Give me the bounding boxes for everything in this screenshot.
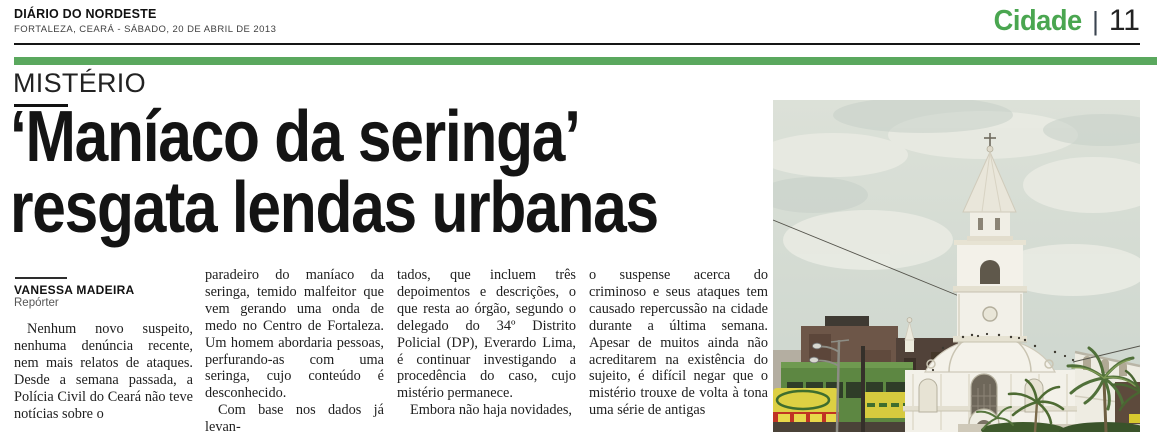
article-kicker: MISTÉRIO — [13, 68, 146, 98]
paragraph: tados, que incluem três depoimentos e descrições, o que resta ao órgão, segundo o delegado do 34º Distrito Policial (DP), Everardo Lima, é continuar investigando a procedência do caso, cujo mistério permanece. — [397, 267, 576, 402]
headline-line-2: resgata lendas urbanas — [10, 168, 658, 248]
byline-role: Repórter — [14, 297, 59, 309]
body-column-3 — [397, 267, 576, 419]
article-headline — [10, 97, 781, 248]
byline-author: VANESSA MADEIRA — [14, 283, 135, 297]
section-label: Cidade — [994, 5, 1083, 37]
utility-pole — [861, 346, 865, 432]
section-header — [988, 4, 1140, 38]
church-photo — [773, 100, 1140, 432]
tower-second-tier — [953, 292, 1027, 342]
body-column-4 — [589, 267, 768, 419]
headline-line-1: ‘Maníaco da seringa’ — [10, 97, 580, 177]
paragraph: Embora não haja novidades, — [410, 402, 572, 419]
dateline: FORTALEZA, CEARÁ - SÁBADO, 20 DE ABRIL DE 2013 — [14, 24, 277, 35]
paragraph: paradeiro do maníaco da seringa, temido malfeitor que vem gerando uma onda de medo no Centro de Fortaleza. Um homem abordaria pessoas, perfurando-as com uma seringa, cujo conteúdo é desconhecido. — [205, 267, 384, 402]
paragraph: Nenhum novo suspeito, nenhuma denúncia recente, nem mais relatos de ataques. Desde a semana passada, a Polícia Civil do Ceará não teve notícias sobre o — [14, 321, 193, 422]
tower-bell-tier — [953, 240, 1027, 292]
byline-rule — [15, 277, 67, 279]
header-rule — [14, 43, 1140, 45]
page-number: 11 — [1108, 4, 1140, 37]
green-section-bar — [14, 57, 1157, 65]
tower-lantern — [967, 212, 1013, 241]
body-column-1 — [14, 321, 193, 422]
paragraph: Com base nos dados já levan- — [205, 402, 384, 436]
newspaper-title: DIÁRIO DO NORDESTE — [14, 7, 157, 21]
body-column-2 — [205, 267, 384, 436]
small-sign — [1129, 414, 1140, 423]
section-separator: | — [1092, 6, 1099, 36]
paragraph: o suspense acerca do criminoso e seus ataques tem causado repercussão na cidade durante a última semana. Apesar de muitos ainda não acreditarem na existência do sujeito, é difícil negar que o mistério trouxe de volta à tona uma série de antigas — [589, 267, 768, 419]
